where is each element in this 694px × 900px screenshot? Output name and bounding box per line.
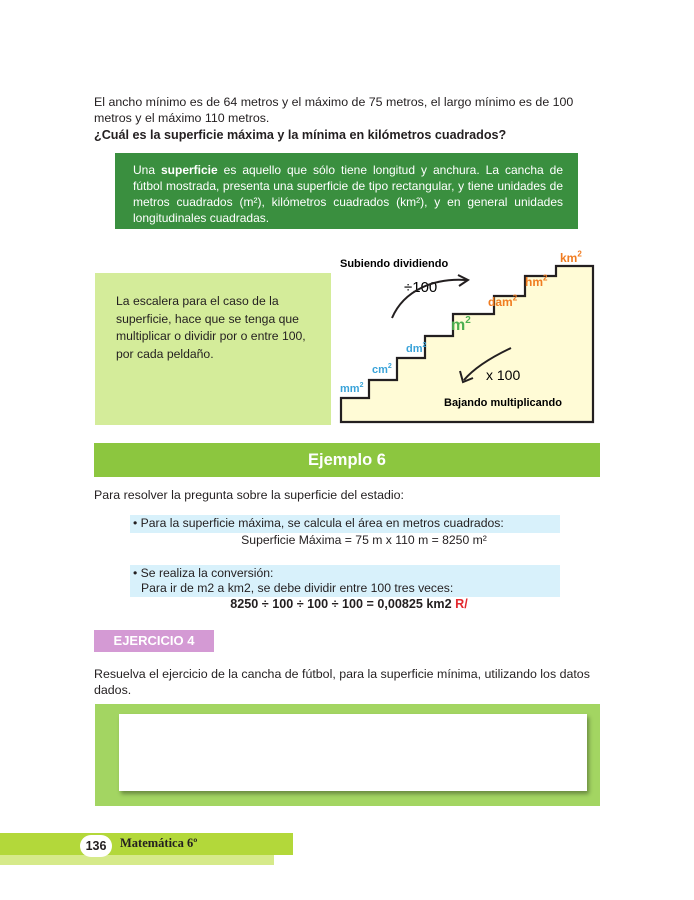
definition-rest: es aquello que sólo tiene longitud y anchura. La cancha de fútbol mostrada, presenta una superficie de tipo rectangular, y tiene unidades de metros cuadrados (m²), kilómetros cuadrados (km²), y en general unidades longitudinales cuadradas. — [133, 163, 563, 225]
example-title: Ejemplo 6 — [308, 451, 386, 469]
answer-area[interactable] — [119, 714, 587, 791]
unit-label-dam: dam$^2$ — [488, 293, 518, 309]
multiply-label: x 100 — [486, 367, 521, 383]
title-down: Bajando multiplicando — [444, 397, 562, 409]
bullet2-text — [133, 566, 553, 596]
bullet2-line1: • Se realiza la conversión: — [133, 566, 274, 580]
bullet2-line2: Para ir de m2 a km2, se debe dividir entre 100 tres veces: — [141, 581, 454, 595]
footer-strip — [0, 855, 274, 865]
book-title: Matemática 6º — [120, 836, 198, 850]
stair-note-text: La escalera para el caso de la superficie, hace que se tenga que multiplicar o dividir por o entre 100, por cada peldaño. — [116, 294, 306, 361]
intro-paragraph: El ancho mínimo es de 64 metros y el máximo de 75 metros, el largo mínimo es de 100 metros y el máximo 110 metros. — [94, 95, 574, 125]
definition-lead: Una — [133, 163, 161, 177]
unit-label-m: $m^2$ — [451, 314, 471, 334]
unit-label-dm: $dm^2$ — [406, 342, 427, 355]
definition-keyword: superficie — [161, 163, 218, 177]
example-intro: Para resolver la pregunta sobre la superficie del estadio: — [94, 488, 404, 502]
exercise-tag-label: EJERCICIO 4 — [113, 633, 195, 648]
divide-label: ÷100 — [404, 279, 438, 296]
unit-label-hm: $hm^2$ — [525, 273, 548, 289]
formula-conversion — [94, 597, 604, 611]
formula-max-area: Superficie Máxima = 75 m x 110 m = 8250 m² — [241, 533, 487, 547]
page-number: 136 — [85, 839, 107, 853]
unit-staircase-diagram — [336, 240, 606, 430]
unit-label-cm: $cm^2$ — [372, 363, 392, 376]
title-up: Subiendo dividiendo — [340, 258, 449, 270]
conversion-text: 8250 ÷ 100 ÷ 100 ÷ 100 = 0,00825 km2 — [230, 597, 452, 611]
unit-label-mm: $mm^2$ — [340, 382, 364, 395]
exercise-text: Resuelva el ejercicio de la cancha de fútbol, para la superficie mínima, utilizando los datos dados. — [94, 667, 590, 697]
question-heading: ¿Cuál es la superficie máxima y la mínima en kilómetros cuadrados? — [94, 128, 507, 142]
answer-mark: R/ — [455, 597, 468, 611]
unit-label-km: $km^2$ — [560, 249, 582, 265]
bullet1-text: • Para la superficie máxima, se calcula el área en metros cuadrados: — [133, 516, 504, 530]
definition-text — [133, 162, 563, 226]
